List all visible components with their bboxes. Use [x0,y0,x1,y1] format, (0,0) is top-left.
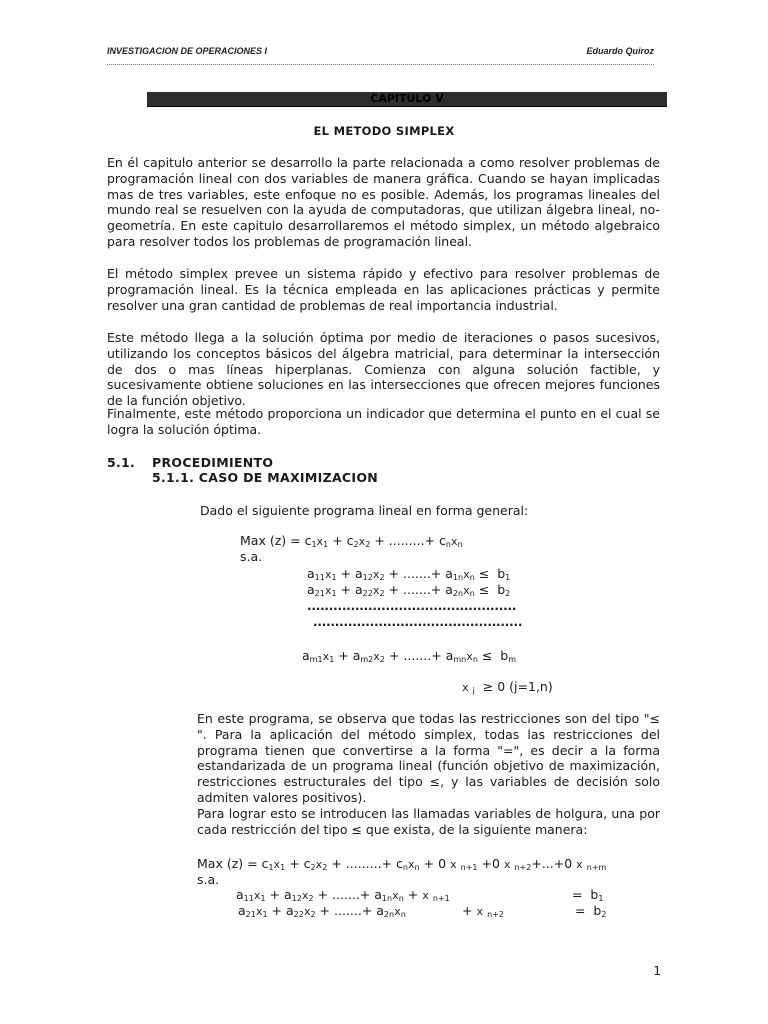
paragraph-3: Este método llega a la solución óptima por medio de iteraciones o pasos sucesivos, utilizando los conceptos básicos del álgebra matricial, para determinar la intersección de dos o mas líneas hiperplanas. Comienza con alguna solución factible, y sucesivamente obtiene soluciones en las intersecciones que ofrecen mejores funciones de la función objetivo. [107,330,660,409]
subject-to-label-2: s.a. [197,872,220,887]
page-number: 1 [653,964,661,978]
objective-prefix-2: Max (z) = [197,856,262,871]
paragraph-1: En él capitulo anterior se desarrollo la parte relacionada a como resolver problemas de programación lineal con dos variables de manera gráfica. Cuando se hayan implicadas mas de tres variables, este enfoque no es posible. Además, los programas lineales del mundo real se resuelven con la ayuda de computadoras, que utilizan álgebra lineal, no-geometría. En este capitulo desarrollaremos el método simplex, un método algebraico para resolver todos los problemas de programación lineal. [107,155,660,249]
section-heading [107,455,273,470]
paragraph-4: Finalmente, este método proporciona un indicador que determina el punto en el cual se logra la solución óptima. [107,406,660,437]
section-number: 5.1. [107,455,136,470]
nonnegativity-condition: x $_j$ ≥ 0 (j=1,n) [462,679,553,695]
nonneg-text: ≥ 0 (j=1,n) [482,679,553,694]
subsection-heading: 5.1.1. CASO DE MAXIMIZACION [152,470,379,485]
slack-constraint-2-rhs: = $b_2$ [575,903,607,919]
paragraph-slack-variables: Para lograr esto se introducen las llamadas variables de holgura, una por cada restricción del tipo ≤ que exista, de la siguiente manera: [197,806,660,837]
constraint-1: $a_{11}x_1 + a_{12}x_2$ + .......+ $a_{1n}x_n \le b_1$ [307,566,511,582]
slack-constraint-1: $a_{11}x_1 + a_{12}x_2$ + .......+ $a_{1n}x_n + x$ $_{n+1}$ [236,887,450,903]
slack-constraint-2: $a_{21}x_1 + a_{22}x_2$ + .......+ $a_{2n}x_n$ [238,903,406,919]
constraint-m: $a_{m1}x_1 + a_{m2}x_2$ + .......+ $a_{mn}x_n \le b_m$ [302,648,517,664]
subject-to-label: s.a. [240,549,263,564]
header-author: Eduardo Quiroz [586,46,654,56]
ellipsis-row-2: ................................................ [313,615,523,629]
paragraph-standard-form: En este programa, se observa que todas las restricciones son del tipo "≤ ". Para la aplicación del método simplex, todas las restricciones del programa tienen que convertirse a la forma "=", es decir a la forma estandarizada de un programa lineal (función objetivo de maximización, restricciones estructurales del tipo ≤, y las variables de decisión solo admiten valores positivos). [197,711,660,805]
paragraph-2: El método simplex prevee un sistema rápido y efectivo para resolver problemas de programación lineal. Es la técnica empleada en las aplicaciones prácticas y permite resolver una gran cantidad de problemas de real importancia industrial. [107,266,660,313]
header-divider [107,64,654,65]
ellipsis-row-1: ................................................ [307,599,517,613]
objective-function-slack: Max $(z) = c_1x_1 + c_2x_2$ + .........+ $c_nx_n + 0$ x $_{n+1}$ +0 x $_{n+2}$+...+0 x $_{n+m}$ [197,856,607,872]
chapter-heading: CAPITULO V [147,92,667,107]
objective-function-general: Max $(z) = c_1x_1 + c_2x_2$ + .........+ $c_nx_n$ [240,533,463,549]
objective-prefix: Max (z) = [240,533,305,548]
section-title: PROCEDIMIENTO [152,455,274,470]
constraint-2: $a_{21}x_1 + a_{22}x_2$ + .......+ $a_{2n}x_n \le b_2$ [307,582,511,598]
header-course-title: INVESTIGACION DE OPERACIONES I [107,46,268,56]
slack-constraint-1-rhs: = $b_1$ [572,887,604,903]
intro-text: Dado el siguiente programa lineal en forma general: [200,503,529,518]
chapter-title: EL METODO SIMPLEX [313,124,455,138]
slack-constraint-2-slack: + x $_{n+2}$ [462,903,504,919]
